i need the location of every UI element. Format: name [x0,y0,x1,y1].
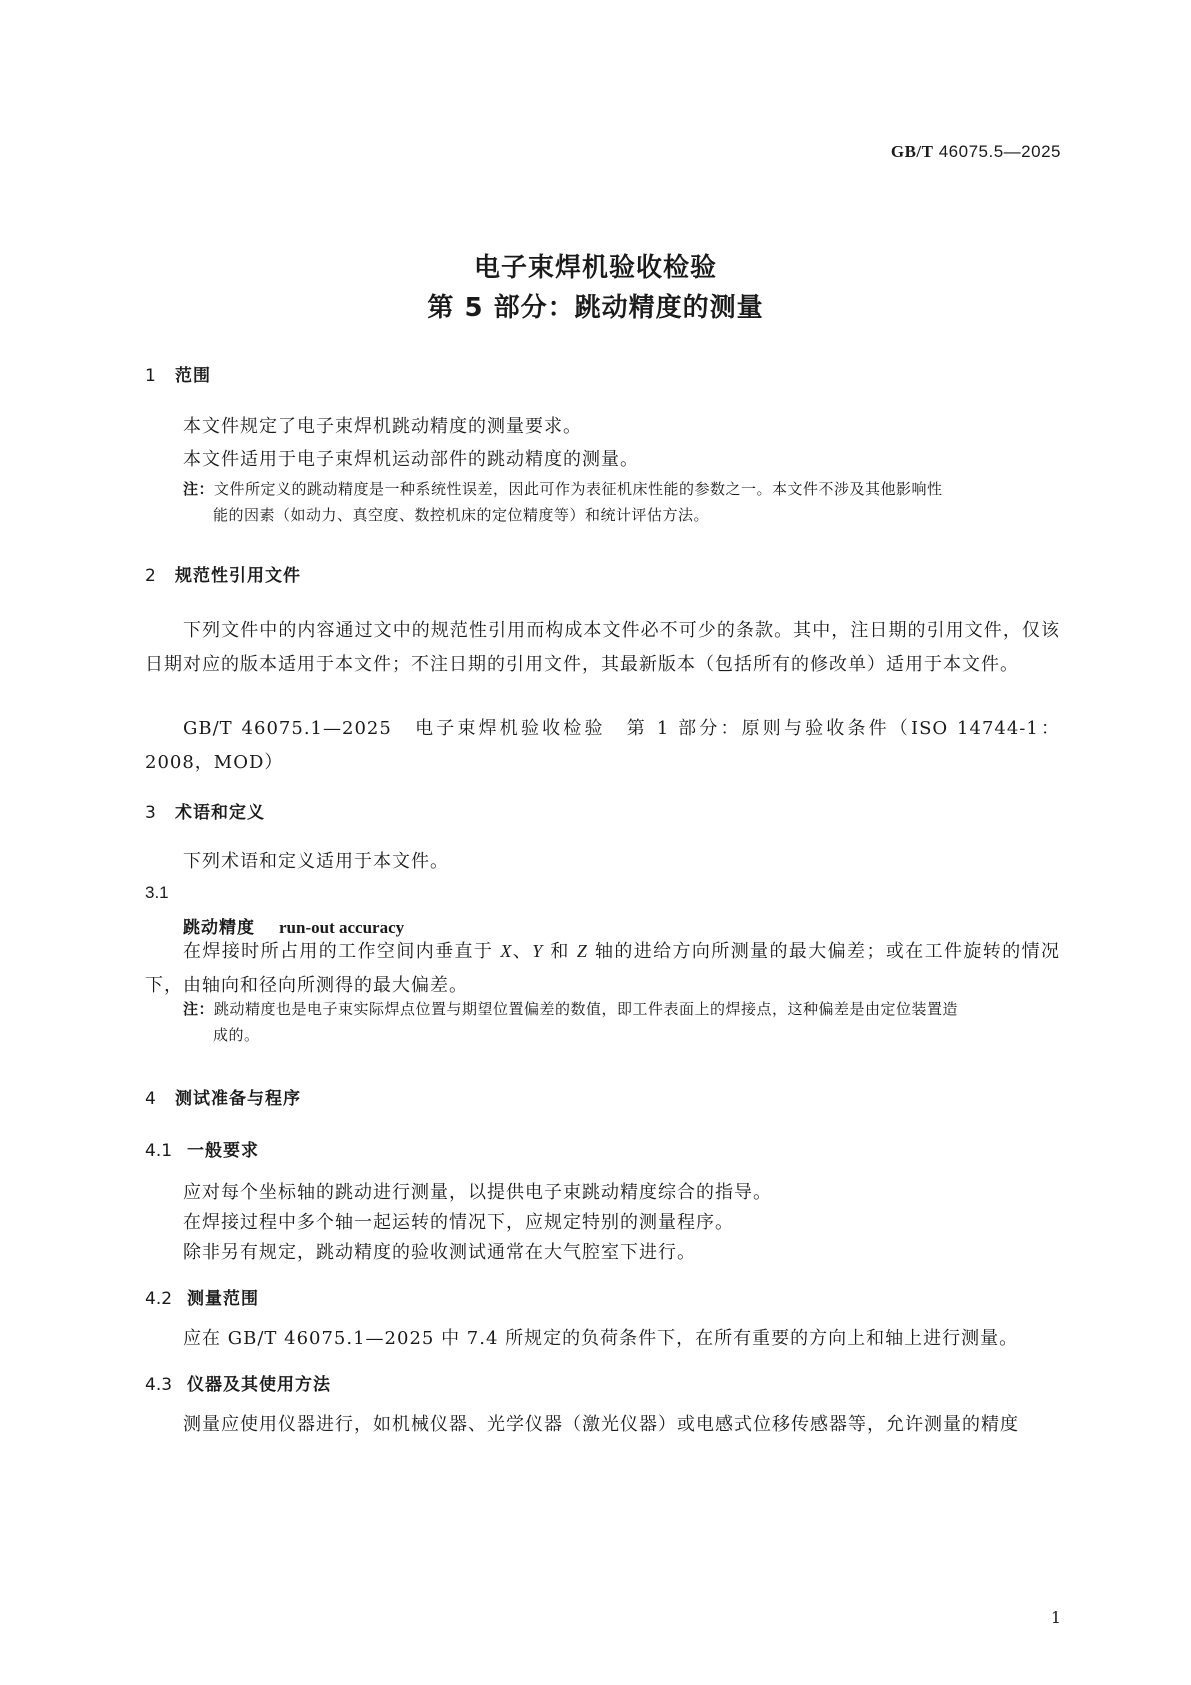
section-3-heading [145,798,265,823]
note-text: 跳动精度也是电子束实际焊点位置与期望位置偏差的数值，即工件表面上的焊接点，这种偏差是由定位装置造 [214,1000,959,1018]
paragraph: 本文件适用于电子束焊机运动部件的跳动精度的测量。 [183,449,639,470]
term-definition [145,934,1060,1003]
standard-code: 46075.5—2025 [938,142,1061,161]
page-number: 1 [1050,1608,1061,1627]
definition-text: 和 [543,941,577,962]
term-english: run-out accuracy [279,918,405,937]
normative-reference: GB/T 46075.1—2025 电子束焊机验收检验 第 1 部分：原则与验收条件（ISO 14744-1：2008，MOD） [145,718,1060,773]
section-title: 仪器及其使用方法 [187,1375,331,1395]
note-text: 文件所定义的跳动精度是一种系统性误差，因此可作为表征机床性能的参数之一。本文件不涉及其他影响性 [214,480,943,498]
paragraph: 除非另有规定，跳动精度的验收测试通常在大气腔室下进行。 [183,1242,696,1263]
paragraph: 本文件规定了电子束焊机跳动精度的测量要求。 [183,416,582,437]
term-number: 3.1 [145,883,169,902]
section-number: 4.2 [145,1289,173,1309]
term-chinese: 跳动精度 [183,918,255,938]
section-title: 范围 [175,366,211,386]
standard-prefix: GB/T [890,142,934,161]
note-text: 能的因素（如动力、真空度、数控机床的定位精度等）和统计评估方法。 [213,506,710,524]
note-text: 成的。 [213,1026,260,1044]
document-title-line1: 电子束焊机验收检验 [473,253,717,283]
section-4-heading [145,1084,301,1109]
standard-number [891,142,1061,162]
section-number: 2 [145,566,156,586]
section-title: 测量范围 [187,1289,259,1309]
section-2-heading [145,561,301,586]
section-title: 术语和定义 [175,803,265,823]
paragraph: 应在 GB/T 46075.1—2025 中 7.4 所规定的负荷条件下，在所有重要的方向上和轴上进行测量。 [183,1328,1019,1349]
definition-text: 轴的进给方向所测量的最大偏差；或在工件旋转的情况下，由轴向和径向所测得的最大偏差。 [145,941,1060,996]
definition-text: 、 [512,941,533,962]
paragraph: 下列术语和定义适用于本文件。 [183,851,449,872]
section-number: 4.3 [145,1375,173,1395]
variable-y: Y [532,941,544,961]
definition-text: 在焊接时所占用的工作空间内垂直于 [183,941,501,962]
paragraph: 下列文件中的内容通过文中的规范性引用而构成本文件必不可少的条款。其中，注日期的引用文件，仅该日期对应的版本适用于本文件；不注日期的引用文件，其最新版本（包括所有的修改单）适用于本文件。 [145,620,1060,675]
subsection-4-3-heading [145,1370,331,1395]
section-title: 一般要求 [187,1141,259,1161]
section-title: 规范性引用文件 [175,566,301,586]
subsection-4-1-heading [145,1136,259,1161]
variable-x: X [500,941,513,961]
paragraph: 应对每个坐标轴的跳动进行测量，以提供电子束跳动精度综合的指导。 [183,1182,772,1203]
note-label: 注： [183,1000,215,1018]
variable-z: Z [576,941,588,961]
section-number: 3 [145,803,156,823]
section-title: 测试准备与程序 [175,1089,301,1109]
note [183,996,1060,1048]
document-title-line2: 第 5 部分：跳动精度的测量 [427,293,764,323]
subsection-4-2-heading [145,1284,259,1309]
section-number: 4 [145,1089,156,1109]
section-1-heading [145,361,211,386]
section-number: 1 [145,366,156,386]
note [183,476,1060,528]
note-label: 注： [183,480,215,498]
section-number: 4.1 [145,1141,173,1161]
paragraph: 在焊接过程中多个轴一起运转的情况下，应规定特别的测量程序。 [183,1212,734,1233]
paragraph: 测量应使用仪器进行，如机械仪器、光学仪器（激光仪器）或电感式位移传感器等，允许测量的精度 [183,1414,1019,1435]
